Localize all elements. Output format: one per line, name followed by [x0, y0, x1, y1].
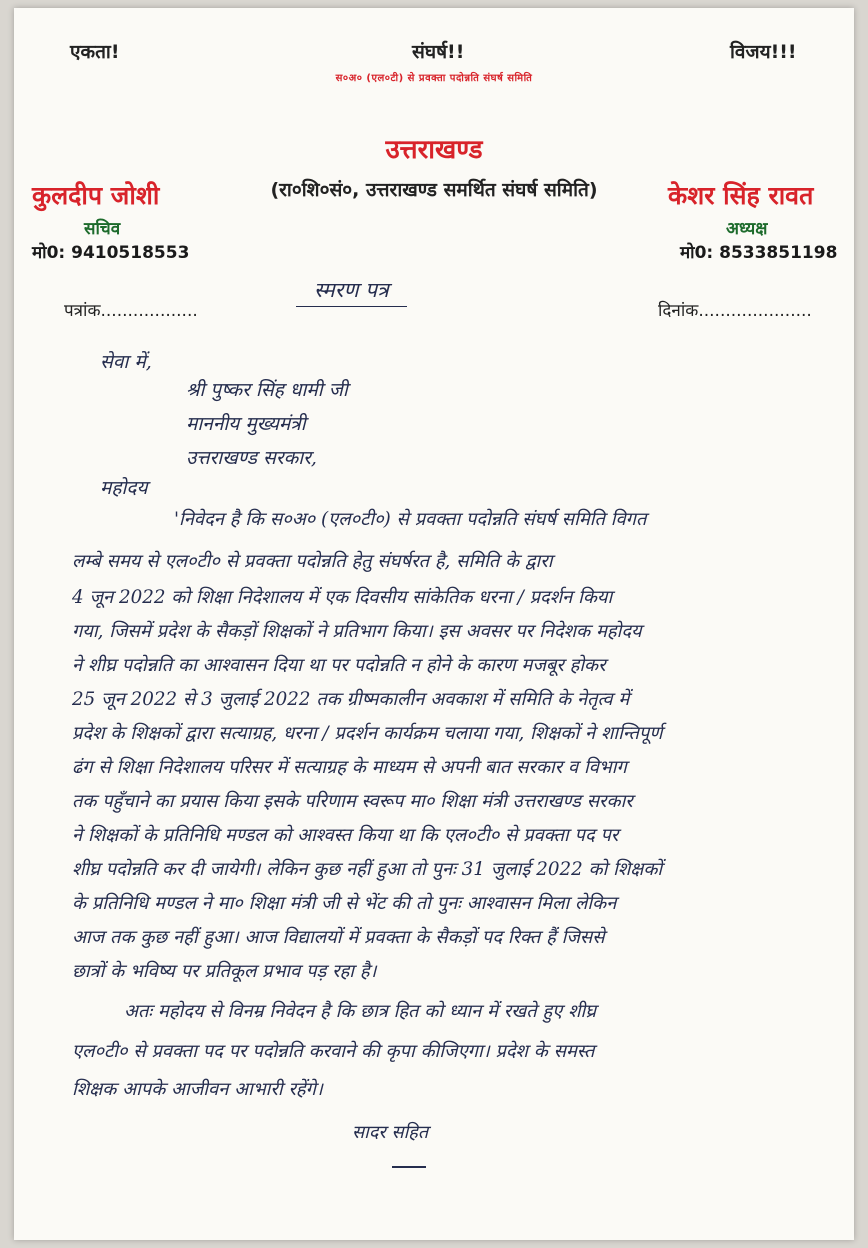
president-role: अध्यक्ष — [726, 219, 768, 239]
body-line: 4 जून 2022 को शिक्षा निदेशालय में एक दिवसीय सांकेतिक धरना / प्रदर्शन किया — [72, 587, 613, 608]
state-name: उत्तराखण्ड — [385, 135, 483, 165]
body-line: एल०टी० से प्रवक्ता पद पर पदोन्नति करवाने की कृपा कीजिएगा। प्रदेश के समस्त — [72, 1041, 595, 1062]
body-line: 'निवेदन है कि स०अ० (एल०टी०) से प्रवक्ता पदोन्नति संघर्ष समिति विगत — [174, 509, 647, 530]
body-line: अतः महोदय से विनम्र निवेदन है कि छात्र हित को ध्यान में रखते हुए शीघ्र — [124, 1001, 597, 1022]
body-line: 25 जून 2022 से 3 जुलाई 2022 तक ग्रीष्मकालीन अवकाश में समिति के नेतृत्व में — [72, 689, 630, 710]
recipient-line: उत्तराखण्ड सरकार, — [186, 447, 317, 469]
slogan-struggle: संघर्ष!! — [412, 41, 465, 63]
closing: सादर सहित — [352, 1122, 429, 1143]
body-line: ढंग से शिक्षा निदेशालय परिसर में सत्याग्रह के माध्यम से अपनी बात सरकार व विभाग — [72, 757, 627, 778]
body-line: शीघ्र पदोन्नति कर दी जायेगी। लेकिन कुछ नहीं हुआ तो पुनः 31 जुलाई 2022 को शिक्षकों — [72, 859, 663, 880]
body-line: गया, जिसमें प्रदेश के सैकड़ों शिक्षकों ने प्रतिभाग किया। इस अवसर पर निदेशक महोदय — [72, 621, 642, 642]
secretary-mobile: मो0: 9410518553 — [32, 243, 190, 263]
body-line: प्रदेश के शिक्षकों द्वारा सत्याग्रह, धरना / प्रदर्शन कार्यक्रम चलाया गया, शिक्षकों ने शान्तिपूर्ण — [72, 723, 663, 744]
body-line: ने शिक्षकों के प्रतिनिधि मण्डल को आश्वस्त किया था कि एल०टी० से प्रवक्ता पद पर — [72, 825, 619, 846]
date-field: दिनांक..................... — [658, 301, 812, 321]
president-mobile: मो0: 8533851198 — [680, 243, 838, 263]
slogan-victory: विजय!!! — [730, 41, 797, 63]
recipient-line: माननीय मुख्यमंत्री — [186, 413, 306, 435]
body-line: लम्बे समय से एल०टी० से प्रवक्ता पदोन्नति हेतु संघर्षरत है, समिति के द्वारा — [72, 551, 553, 572]
body-line: ने शीघ्र पदोन्नति का आश्वासन दिया था पर पदोन्नति न होने के कारण मजबूर होकर — [72, 655, 606, 676]
greeting: महोदय — [100, 477, 148, 499]
recipient-line: श्री पुष्कर सिंह धामी जी — [186, 379, 348, 401]
signature-mark — [392, 1166, 426, 1168]
body-line: के प्रतिनिधि मण्डल ने मा० शिक्षा मंत्री जी से भेंट की तो पुनः आश्वासन मिला लेकिन — [72, 893, 617, 914]
committee-title: स०अ० (एल०टी) से प्रवक्ता पदोन्नति संघर्ष समिति — [335, 73, 533, 84]
body-line: छात्रों के भविष्य पर प्रतिकूल प्रभाव पड़ रहा है। — [72, 961, 377, 982]
body-line: आज तक कुछ नहीं हुआ। आज विद्यालयों में प्रवक्ता के सैकड़ों पद रिक्त हैं जिससे — [72, 927, 605, 948]
secretary-name: कुलदीप जोशी — [32, 181, 160, 210]
salutation-to: सेवा में, — [100, 351, 152, 373]
secretary-role: सचिव — [84, 219, 121, 239]
reference-number-field: पत्रांक.................. — [64, 301, 198, 321]
letterhead-page — [14, 8, 854, 1240]
body-line: शिक्षक आपके आजीवन आभारी रहेंगे। — [72, 1079, 323, 1100]
president-name: केशर सिंह रावत — [668, 181, 814, 210]
document-title: स्मरण पत्र — [296, 276, 407, 307]
committee-subtitle: (रा०शि०सं०, उत्तराखण्ड समर्थित संघर्ष समिति) — [270, 179, 598, 201]
slogan-unity: एकता! — [70, 41, 120, 63]
body-line: तक पहुँचाने का प्रयास किया इसके परिणाम स्वरूप मा० शिक्षा मंत्री उत्तराखण्ड सरकार — [72, 791, 633, 812]
